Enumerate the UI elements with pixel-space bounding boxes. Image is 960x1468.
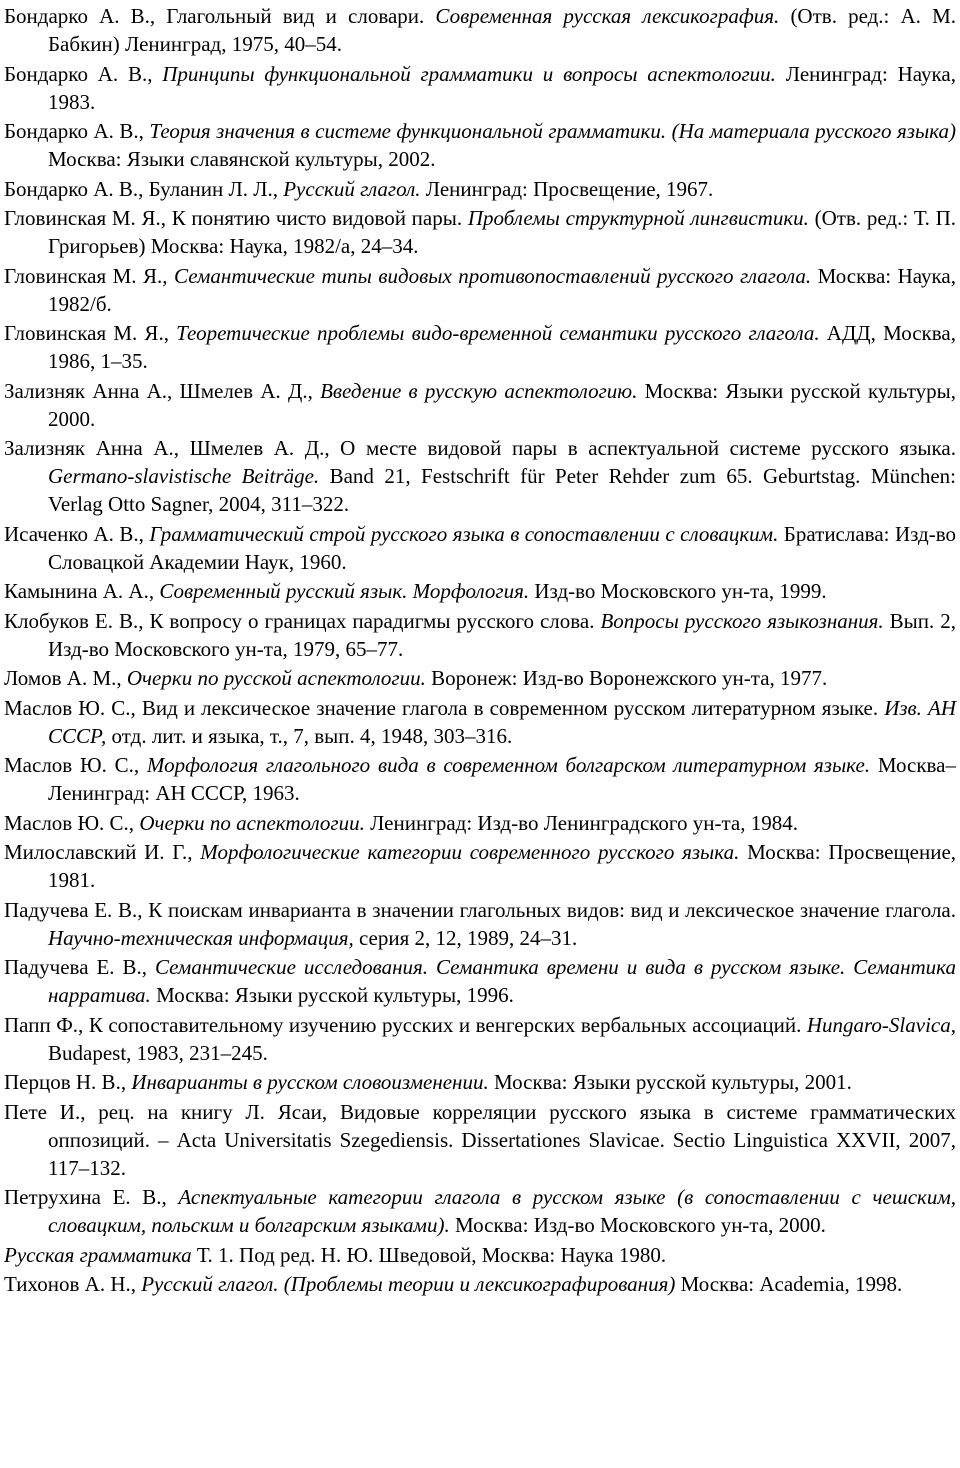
reference-text: Москва: Изд-во Московского ун-та, 2000. — [449, 1213, 826, 1237]
reference-text: Band 21, Festschrift für Peter Rehder zum 65. Geburtstag. München: Verlag Otto Sagner, 2004, 311–322. — [48, 464, 956, 516]
reference-title-italic: Инварианты в русском словоизменении. — [131, 1070, 489, 1094]
reference-text: Москва: Языки русской культуры, 1996. — [150, 983, 514, 1007]
reference-text: Перцов Н. В., — [4, 1070, 132, 1094]
reference-title-italic: Аспектуальные категории глагола в русском языке (в сопоставлении с чешским, словацким, польским и болгарским языками). — [48, 1185, 956, 1237]
reference-text: Ленинград: Просвещение, 1967. — [420, 176, 714, 201]
reference-entry — [4, 434, 956, 518]
reference-entry — [4, 809, 956, 837]
reference-entry — [4, 1011, 956, 1067]
reference-text: Ленинград: Изд-во Ленинградского ун-та, 1984. — [364, 810, 798, 835]
reference-title-italic: Русский глагол. (Проблемы теории и лексикографирования) — [141, 1272, 676, 1296]
reference-text: Вып. 2, Изд-во Московского ун-та, 1979, 65–77. — [48, 608, 956, 661]
reference-entry — [4, 577, 956, 605]
reference-text: (Отв. ред.: А. М. Бабкин) Ленинград, 1975, 40–54. — [48, 4, 956, 56]
reference-text: Гловинская М. Я., — [4, 263, 175, 288]
reference-text: Budapest, 1983, 231–245. — [48, 1040, 268, 1065]
reference-text: Милославский И. Г., — [4, 840, 201, 864]
reference-text: Москва: Просвещение, 1981. — [48, 840, 957, 892]
reference-title-italic: Семантические исследования. Семантика времени и вида в русском языке. Семантика нарратива. — [48, 955, 956, 1007]
reference-text: Зализняк Анна А., Шмелев А. Д., — [4, 378, 321, 403]
reference-title-italic: Проблемы структурной лингвистики. — [467, 206, 809, 230]
reference-text: Т. 1. Под ред. Н. Ю. Шведовой, Москва: Наука 1980. — [191, 1242, 667, 1267]
reference-text: Ленинград: Наука, 1983. — [48, 61, 956, 114]
reference-text: Маслов Ю. С., Вид и лексическое значение глагола в современном русском литературном языке. — [4, 695, 885, 720]
reference-text: Москва: Языки русской культуры, 2001. — [488, 1070, 852, 1094]
reference-entry — [4, 1241, 956, 1269]
reference-title-italic: Современный русский язык. Морфология. — [159, 579, 530, 603]
reference-text: Клобуков Е. В., К вопросу о границах парадигмы русского слова. — [4, 608, 601, 633]
reference-title-italic: Введение в русскую аспектологию. — [320, 378, 638, 403]
reference-entry — [4, 1068, 956, 1096]
reference-title-italic: Hungaro-Slavica, — [806, 1012, 956, 1037]
reference-title-italic: Изв. АН СССР, — [48, 695, 956, 748]
reference-text: отд. лит. и языка, т., 7, вып. 4, 1948, 303–316. — [106, 723, 513, 748]
reference-text: Зализняк Анна А., Шмелев А. Д., О месте видовой пары в аспектуальной системе русского языка. — [4, 436, 956, 460]
reference-entry — [4, 319, 956, 375]
reference-entry — [4, 838, 956, 894]
reference-text: Москва–Ленинград: АН СССР, 1963. — [48, 753, 956, 805]
reference-entry — [4, 1098, 956, 1182]
reference-text: (Отв. ред.: Т. П. Григорьев) Москва: Наука, 1982/а, 24–34. — [48, 206, 956, 258]
reference-entry — [4, 377, 956, 433]
reference-list — [4, 2, 956, 1298]
reference-text: Падучева Е. В., К поискам инварианта в значении глагольных видов: вид и лексическое значение глагола. — [4, 897, 956, 922]
reference-title-italic: Русская грамматика — [4, 1242, 192, 1267]
reference-text: Москва: Academia, 1998. — [675, 1272, 903, 1296]
reference-entry — [4, 896, 956, 952]
reference-title-italic: Germano-slavistische Beiträge. — [48, 464, 320, 488]
reference-title-italic: Морфологические категории современного русского языка. — [200, 840, 740, 864]
reference-entry — [4, 262, 956, 318]
reference-title-italic: Современная русская лексикография. — [435, 4, 780, 28]
reference-text: Исаченко А. В., — [4, 521, 150, 546]
reference-text: Бондарко А. В., — [4, 61, 163, 86]
reference-entry — [4, 175, 956, 203]
reference-text: Бондарко А. В., Глагольный вид и словари. — [4, 4, 436, 28]
reference-text: Гловинская М. Я., — [4, 321, 177, 345]
reference-title-italic: Грамматический строй русского языка в сопоставлении с словацким. — [149, 521, 779, 546]
reference-title-italic: Теория значения в системе функциональной грамматики. (На материала русского языка) — [149, 119, 956, 143]
reference-title-italic: Семантические типы видовых противопоставлений русского глагола. — [174, 263, 812, 288]
reference-title-italic: Вопросы русского языкознания. — [600, 608, 884, 633]
reference-text: Воронеж: Изд-во Воронежского ун-та, 1977. — [425, 666, 828, 690]
reference-title-italic: Теоретические проблемы видо-временной семантики русского глагола. — [176, 321, 820, 345]
reference-text: Тихонов А. Н., — [4, 1272, 142, 1296]
reference-entry — [4, 953, 956, 1009]
reference-text: Ломов А. М., — [4, 666, 127, 690]
reference-text: Гловинская М. Я., К понятию чисто видовой пары. — [4, 206, 468, 230]
reference-entry — [4, 60, 956, 116]
reference-entry — [4, 664, 956, 692]
reference-text: Пете И., рец. на книгу Л. Ясаи, Видовые корреляции русского языка в системе грамматических оппозиций. – Acta Universitatis Szegediensis. Dissertationes Slavicae. Sectio Linguistica XXVII, 2007, 117–132. — [4, 1099, 956, 1180]
reference-text: Маслов Ю. С., — [4, 753, 147, 777]
reference-text: Москва: Языки славянской культуры, 2002. — [48, 147, 436, 171]
reference-entry — [4, 751, 956, 807]
reference-text: Бондарко А. В., Буланин Л. Л., — [4, 176, 284, 201]
reference-text: Петрухина Е. В., — [4, 1185, 179, 1209]
reference-title-italic: Очерки по русской аспектологии. — [126, 666, 426, 690]
reference-title-italic: Принципы функциональной грамматики и вопросы аспектологии. — [162, 61, 776, 86]
reference-text: Камынина А. А., — [4, 579, 160, 603]
reference-title-italic: Очерки по аспектологии. — [139, 810, 365, 835]
reference-entry — [4, 2, 956, 58]
reference-entry — [4, 607, 956, 663]
reference-title-italic: Морфология глагольного вида в современном болгарском литературном языке. — [146, 753, 871, 777]
reference-title-italic: Научно-техническая информация, — [48, 925, 354, 950]
reference-text: Москва: Наука, 1982/б. — [48, 263, 956, 316]
reference-text: АДД, Москва, 1986, 1–35. — [48, 321, 956, 373]
reference-text: Москва: Языки русской культуры, 2000. — [48, 378, 956, 431]
reference-entry — [4, 1270, 956, 1298]
reference-entry — [4, 520, 956, 576]
reference-entry — [4, 117, 956, 173]
reference-entry — [4, 694, 956, 750]
reference-title-italic: Русский глагол. — [283, 176, 421, 201]
reference-entry — [4, 204, 956, 260]
reference-text: Маслов Ю. С., — [4, 810, 140, 835]
reference-text: Братислава: Изд-во Словацкой Академии Наук, 1960. — [48, 521, 956, 574]
reference-text: серия 2, 12, 1989, 24–31. — [353, 925, 578, 950]
reference-entry — [4, 1183, 956, 1239]
reference-text: Падучева Е. В., — [4, 955, 155, 979]
reference-text: Папп Ф., К сопоставительному изучению русских и венгерских вербальных ассоциаций. — [4, 1012, 807, 1037]
reference-text: Изд-во Московского ун-та, 1999. — [529, 579, 827, 603]
reference-text: Бондарко А. В., — [4, 119, 150, 143]
